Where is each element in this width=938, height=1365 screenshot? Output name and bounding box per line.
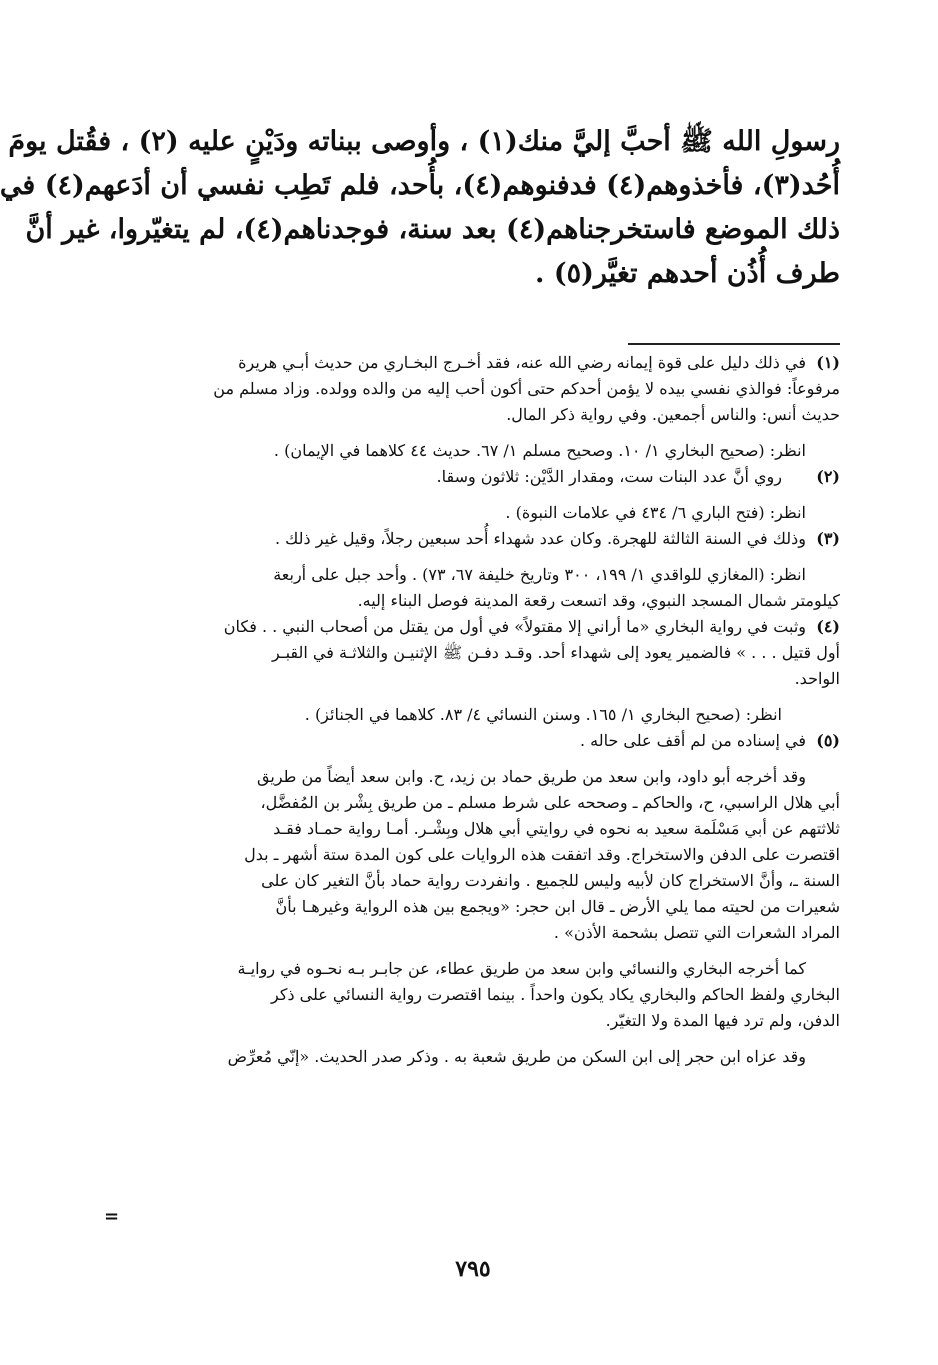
footnote-line: حديث أنس: والناس أجمعين. وفي رواية ذكر المال. bbox=[506, 405, 840, 424]
footnote-number: (٣) bbox=[816, 529, 840, 548]
footnote-4 bbox=[105, 614, 840, 728]
footnote-5 bbox=[105, 728, 840, 1070]
footnote-3 bbox=[105, 526, 840, 614]
footnote-paragraph-line: وقد أخرجه أبو داود، وابن سعد من طريق حماد بن زيد، ح. وابن سعد أيضاً من طريق bbox=[257, 767, 806, 786]
page-number: ٧٩٥ bbox=[455, 1256, 491, 1282]
footnote-line: مرفوعاً: فوالذي نفسي بيده لا يؤمن أحدكم حتى أكون أحب إليه من والده وولده. وزاد مسلم من bbox=[213, 379, 840, 398]
footnote-line: الواحد. bbox=[794, 669, 840, 688]
footnote-number: (١) bbox=[816, 353, 840, 372]
footnote-paragraph-line: ثلاثتهم عن أبي مَسْلَمة سعيد به نحوه في روايتي أبي هلال وبِشْـر. أمـا رواية حمـاد فقـد bbox=[273, 819, 840, 838]
footnote-paragraph-line: أبي هلال الراسبي، ح، والحاكم ـ وصححه على شرط مسلم ـ من طريق بِشْر بن المُفضَّل، bbox=[260, 793, 840, 812]
footnote-2 bbox=[105, 464, 840, 526]
footnote-paragraph-line: وقد عزاه ابن حجر إلى ابن السكن من طريق شعبة به . وذكر صدر الحديث. «إنّي مُعرِّض bbox=[227, 1047, 806, 1066]
footnote-line: وذلك في السنة الثالثة للهجرة. وكان عدد شهداء أُحد سبعين رجلاً، وقيل غير ذلك . bbox=[275, 529, 806, 548]
footnotes bbox=[105, 350, 840, 1070]
footnote-1 bbox=[105, 350, 840, 464]
footnote-number: (٢) bbox=[816, 467, 840, 486]
main-text-line: أُحُد(٣)، فأخذوهم(٤) فدفنوهم(٤)، بأُحد، فلم تَطِب نفسي أن أدَعهم(٤) في bbox=[0, 170, 840, 201]
footnote-paragraph-line: المراد الشعرات التي تتصل بشحمة الأذن» . bbox=[553, 923, 840, 942]
footnote-paragraph-line: اقتصرت على الدفن والاستخراج. وقد اتفقت هذه الروايات على كون المدة ستة أشهر ـ بدل bbox=[244, 845, 840, 864]
footnote-number: (٥) bbox=[816, 731, 840, 750]
footnote-line: في إسناده من لم أقف على حاله . bbox=[579, 731, 806, 750]
footnote-number: (٤) bbox=[816, 617, 840, 636]
footnote-paragraph-line: الدفن، ولم ترد فيها المدة ولا التغيّر. bbox=[605, 1011, 840, 1030]
footnote-reference: انظر: (المغازي للواقدي ١/ ١٩٩، ٣٠٠ وتاريخ خليفة ٦٧، ٧٣) . وأحد جبل على أربعة bbox=[273, 565, 806, 584]
footnote-line: وثبت في رواية البخاري «ما أراني إلا مقتولاً» في أول من يقتل من أصحاب النبي . . فكان bbox=[223, 617, 806, 636]
footnote-separator bbox=[628, 343, 840, 345]
footnote-line: في ذلك دليل على قوة إيمانه رضي الله عنه، فقد أخـرج البخـاري من حديث أبـي هريرة bbox=[238, 353, 806, 372]
footnote-line: روي أنَّ عدد البنات ست، ومقدار الدَّيْن: ثلاثون وسقا. bbox=[436, 467, 782, 486]
footnote-reference: انظر: (صحيح البخاري ١/ ١٦٥. وسنن النسائي ٤/ ٨٣. كلاهما في الجنائز) . bbox=[304, 705, 782, 724]
footnote-line: أول قتيل . . . » فالضمير يعود إلى شهداء أحد. وقـد دفـن ﷺ الإثنيـن والثلاثـة في القبـر bbox=[272, 643, 840, 662]
main-text-line: طرف أُذُن أحدهم تغيَّر(٥) . bbox=[535, 258, 840, 289]
main-text-line: ذلك الموضع فاستخرجناهم(٤) بعد سنة، فوجدناهم(٤)، لم يتغيّروا، غير أنَّ bbox=[25, 214, 840, 245]
main-text bbox=[0, 120, 840, 296]
footnote-reference: كيلومتر شمال المسجد النبوي، وقد اتسعت رقعة المدينة فوصل البناء إليه. bbox=[357, 591, 840, 610]
footnote-paragraph-line: كما أخرجه البخاري والنسائي وابن سعد من طريق عطاء، عن جابـر بـه نحـوه في روايـة bbox=[237, 959, 806, 978]
footnote-paragraph-line: شعيرات من لحيته مما يلي الأرض ـ قال ابن حجر: «ويجمع بين هذه الرواية وغيرهـا بأنَّ bbox=[275, 897, 840, 916]
main-text-line: رسولِ الله ﷺ أحبَّ إليَّ منك(١) ، وأوصى ببناته ودَيْنٍ عليه (٢) ، فقُتل يومَ bbox=[8, 126, 840, 157]
footnote-paragraph-line: السنة ـ، وأنَّ الاستخراج كان لأبيه وليس للجميع . وانفردت رواية حماد بأنَّ التغير كان على bbox=[261, 871, 840, 890]
continuation-mark: = bbox=[104, 1206, 120, 1227]
footnote-reference: انظر: (صحيح البخاري ١/ ١٠. وصحيح مسلم ١/ ٦٧. حديث ٤٤ كلاهما في الإيمان) . bbox=[273, 441, 806, 460]
footnote-reference: انظر: (فتح الباري ٦/ ٤٣٤ في علامات النبوة) . bbox=[505, 503, 806, 522]
footnote-paragraph-line: البخاري ولفظ الحاكم والبخاري يكاد يكون واحداً . بينما اقتصرت رواية النسائي على ذكر bbox=[271, 985, 840, 1004]
